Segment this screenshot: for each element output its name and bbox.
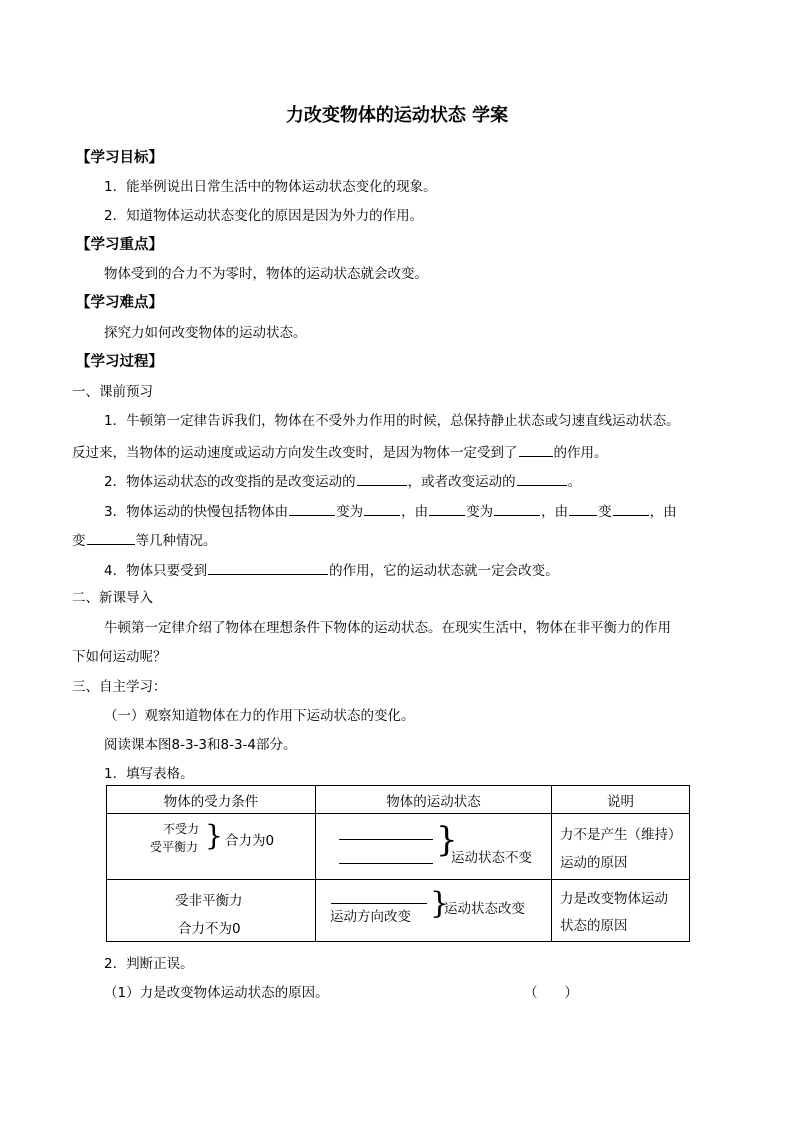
intro-heading: 二、新课导入 [72,590,153,606]
row2-state-blank[interactable] [331,888,427,904]
intro-line1: 牛顿第一定律介绍了物体在理想条件下物体的运动状态。在现实生活中，物体在非平衡力的作用 [104,620,671,636]
q3-line2-text-a: 变 [72,533,86,549]
q3-blank-3[interactable] [429,500,465,516]
goal-2: 2．知道物体运动状态变化的原因是因为外力的作用。 [104,208,424,224]
process-heading: 【学习过程】 [76,353,163,370]
q1-text-a: 反过来，当物体的运动速度或运动方向发生改变时，是因为物体一定受到了 [72,445,518,461]
q2-blank-1[interactable] [357,470,407,486]
preview-heading: 一、课前预习 [72,384,153,400]
row1-state-result: 运动状态不变 [451,850,532,866]
q3-text-b: 变为 [336,504,364,520]
q3-blank-5[interactable] [569,500,597,516]
preview-q3-line2 [72,529,217,551]
preview-q1-line2 [72,441,608,463]
row2-note-line1: 力是改变物体运动 [560,891,668,907]
row1-state-brace: } [436,820,458,860]
q4-text-b: 的作用，它的运动状态就一定会改变。 [329,563,559,579]
header-explanation: 说明 [552,786,690,814]
row2-note-line2: 状态的原因 [560,918,628,934]
row1-force-b: 受平衡力 [150,840,199,854]
row1-force-a: 不受力 [163,822,200,836]
row1-note-cell [552,814,690,880]
row1-state-blank-1[interactable] [339,824,433,840]
preview-q1-line1: 1．牛顿第一定律告诉我们，物体在不受外力作用的时候，总保持静止状态或匀速直线运动状态。 [104,413,680,429]
q3-text-a: 3．物体运动的快慢包括物体由 [104,504,289,520]
self-study-heading: 三、自主学习： [72,679,167,695]
row1-note-line1: 力不是产生（维持） [560,827,682,843]
q3-blank-4[interactable] [494,500,540,516]
fill-table-label: 1．填写表格。 [104,766,194,782]
q2-blank-2[interactable] [517,470,567,486]
row1-note-line2: 运动的原因 [560,855,628,871]
q3-blank-1[interactable] [289,500,335,516]
row1-force-cell [107,814,316,880]
table-header-row [107,786,690,814]
q3-text-f: 变 [598,504,612,520]
row2-state-cell [316,880,552,942]
q3-blank-2[interactable] [364,500,400,516]
q3-text-c: ，由 [401,504,429,520]
header-motion-state: 物体的运动状态 [316,786,552,814]
row2-state-brace: } [430,886,450,921]
self-study-sub1: （一）观察知道物体在力的作用下运动状态的变化。 [104,708,415,724]
q2-text-c: 。 [567,474,582,490]
table-row [107,880,690,942]
row1-force-brace: } [205,819,223,852]
row1-state-blank-2[interactable] [339,848,433,864]
q3-text-d: 变为 [466,504,494,520]
row2-state-item: 运动方向改变 [330,909,411,925]
q3-text-e: ，由 [541,504,569,520]
preview-q2 [104,470,581,492]
motion-state-table [106,785,690,942]
row2-force-a: 受非平衡力 [175,893,243,909]
q2-text-b: ，或者改变运动的 [407,474,516,490]
q1-text-b: 的作用。 [553,445,608,461]
q3-blank-6[interactable] [613,500,649,516]
q1-blank[interactable] [519,441,553,457]
row2-force-b: 合力不为0 [178,921,241,937]
q3-text-g: ，由 [649,504,677,520]
preview-q4 [104,559,559,581]
key-heading: 【学习重点】 [76,236,163,253]
row1-force-result: 合力为0 [225,833,275,849]
page-title: 力改变物体的运动状态 学案 [285,105,509,126]
row2-force-cell [107,880,316,942]
q3-line2-text-b: 等几种情况。 [135,533,217,549]
judge-item-1: （1）力是改变物体运动状态的原因。 [104,985,329,1001]
row2-state-result: 运动状态改变 [444,901,525,917]
q4-text-a: 4．物体只要受到 [104,563,208,579]
goal-1: 1．能举例说出日常生活中的物体运动状态变化的现象。 [104,179,437,195]
row2-note-cell [552,880,690,942]
difficulty-text: 探究力如何改变物体的运动状态。 [104,325,307,341]
table-row [107,814,690,880]
judge-label: 2．判断正误。 [104,956,194,972]
header-force-condition: 物体的受力条件 [107,786,316,814]
q4-blank[interactable] [208,559,328,575]
key-text: 物体受到的合力不为零时，物体的运动状态就会改变。 [104,266,428,282]
row1-state-cell [316,814,552,880]
self-study-read: 阅读课本图8-3-3和8-3-4部分。 [104,737,297,753]
difficulty-heading: 【学习难点】 [76,294,163,311]
intro-line2: 下如何运动呢？ [72,649,167,665]
goals-heading: 【学习目标】 [76,149,163,166]
q3-blank-7[interactable] [87,529,135,545]
judge-item-1-answer[interactable]: （ ） [524,985,578,1001]
q2-text-a: 2．物体运动状态的改变指的是改变运动的 [104,474,356,490]
preview-q3-line1 [104,500,677,522]
